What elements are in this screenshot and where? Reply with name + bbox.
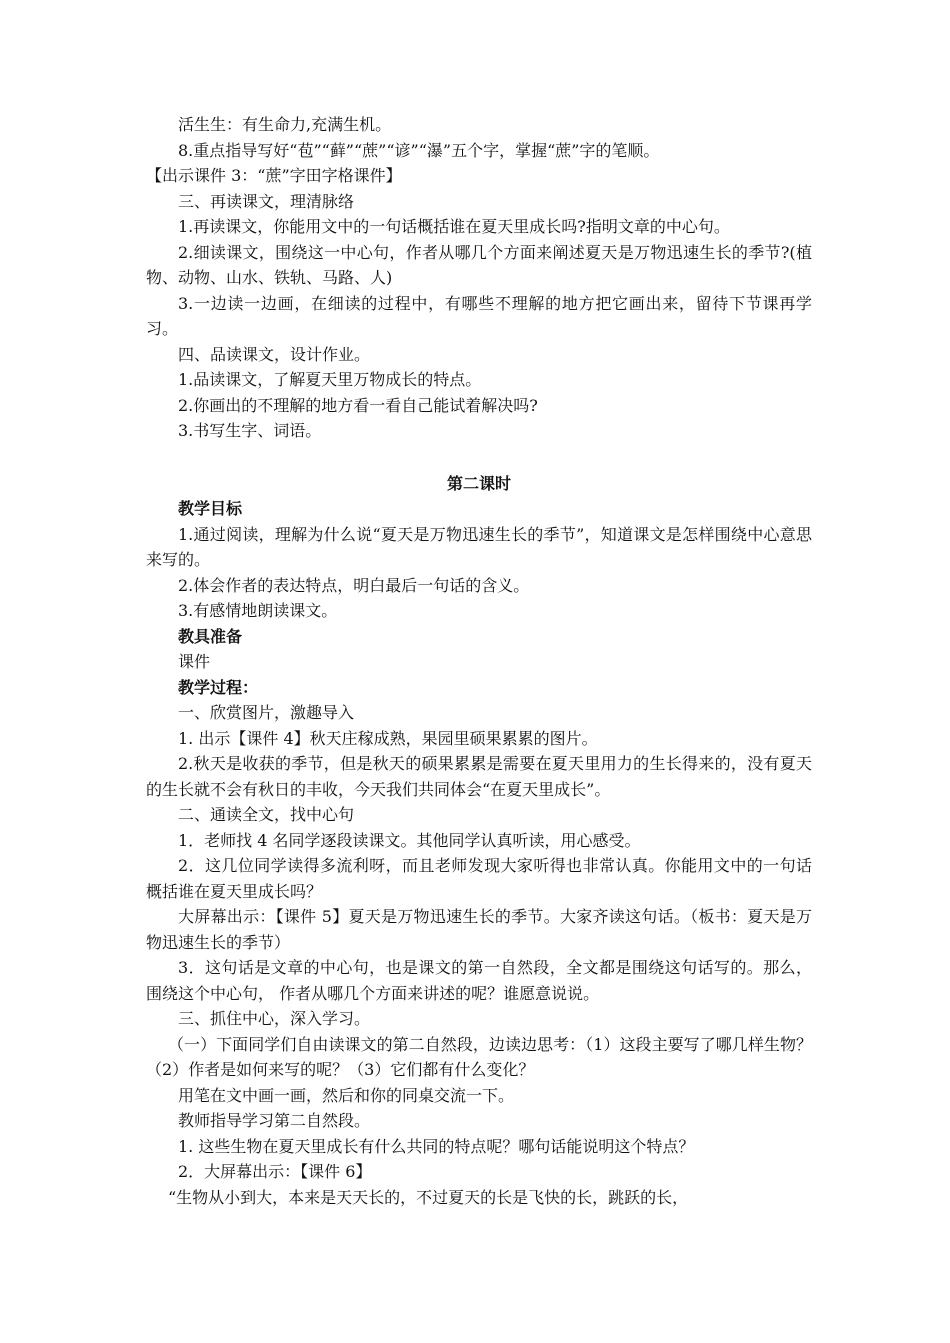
paragraph: 2．大屏幕出示：【课件 6】	[178, 1162, 372, 1181]
paragraph: 课件	[178, 652, 211, 671]
quote-paragraph: “生物从小到大，本来是天天长的，不过夏天的长是飞快的长，跳跃的长，	[168, 1187, 689, 1207]
paragraph: 2.你画出的不理解的地方看一看自己能试着解决吗?	[178, 395, 538, 415]
paragraph: 教师指导学习第二自然段。	[178, 1111, 371, 1130]
spacer	[146, 444, 812, 471]
lesson-title: 第二课时	[446, 473, 511, 493]
section-heading: 二、通读全文，找中心句	[178, 805, 355, 824]
section-heading: 一、欣赏图片，激趣导入	[178, 703, 355, 722]
paragraph: 1．老师找 4 名同学逐段读课文。其他同学认真听读，用心感受。	[178, 830, 641, 850]
process-heading: 教学过程：	[178, 677, 259, 697]
document-page	[146, 112, 812, 1210]
paragraph: 3．这句话是文章的中心句，也是课文的第一自然段，全文都是围绕这句话写的。那么，围绕这个中心句， 作者从哪几个方面来讲述的呢？谁愿意说说。	[146, 958, 812, 1003]
paragraph: 2.秋天是收获的季节，但是秋天的硕果累累是需要在夏天里用力的生长得来的，没有夏天的生长就不会有秋日的丰收，今天我们共同体会“在夏天里成长”。	[146, 754, 812, 799]
paragraph: 【出示课件 3：“蔗”字田字格课件】	[146, 166, 402, 185]
goals-heading: 教学目标	[178, 499, 243, 518]
paragraph: 活生生：有生命力,充满生机。	[178, 115, 392, 134]
paragraph: 1. 这些生物在夏天里成长有什么共同的特点呢？哪句话能说明这个特点？	[178, 1136, 695, 1156]
paragraph: 3.一边读一边画，在细读的过程中，有哪些不理解的地方把它画出来，留待下节课再学习。	[146, 293, 812, 338]
paragraph: 1.品读课文，了解夏天里万物成长的特点。	[178, 370, 482, 389]
paragraph: 3.书写生字、词语。	[178, 421, 322, 440]
paragraph: 1. 出示【课件 4】秋天庄稼成熟，果园里硕果累累的图片。	[178, 728, 598, 748]
tools-heading: 教具准备	[178, 626, 243, 646]
paragraph: 大屏幕出示：【课件 5】夏天是万物迅速生长的季节。大家齐读这句话。（板书：夏天是万物迅速生长的季节）	[146, 907, 812, 952]
paragraph: 用笔在文中画一画，然后和你的同桌交流一下。	[178, 1085, 515, 1105]
paragraph: 2.体会作者的表达特点，明白最后一句话的含义。	[178, 575, 530, 595]
paragraph: 2．这几位同学读得多流利呀，而且老师发现大家听得也非常认真。你能用文中的一句话概括谁在夏天里成长吗？	[146, 856, 812, 901]
paragraph: 1.通过阅读，理解为什么说“夏天是万物迅速生长的季节”，知道课文是怎样围绕中心意思来写的。	[146, 524, 812, 569]
paragraph: 1.再读课文，你能用文中的一句话概括谁在夏天里成长吗?指明文章的中心句。	[178, 217, 730, 236]
section-heading: 三、抓住中心，深入学习。	[178, 1009, 371, 1028]
paragraph: 8.重点指导写好“苞”“藓”“蔗”“谚”“瀑”五个字，掌握“蔗”字的笔顺。	[178, 140, 660, 160]
section-heading: 四、品读课文，设计作业。	[178, 344, 371, 364]
paragraph: （一）下面同学们自由读课文的第二自然段，边读边思考：（1）这段主要写了哪几样生物？（2）作者是如何来写的呢？（3）它们都有什么变化？	[146, 1034, 812, 1079]
section-heading: 三、再读课文，理清脉络	[178, 191, 355, 211]
paragraph: 3.有感情地朗读课文。	[178, 601, 338, 620]
paragraph: 2.细读课文，围绕这一中心句，作者从哪几个方面来阐述夏天是万物迅速生长的季节?(植物、动物、山水、铁轨、马路、人)	[146, 242, 812, 287]
